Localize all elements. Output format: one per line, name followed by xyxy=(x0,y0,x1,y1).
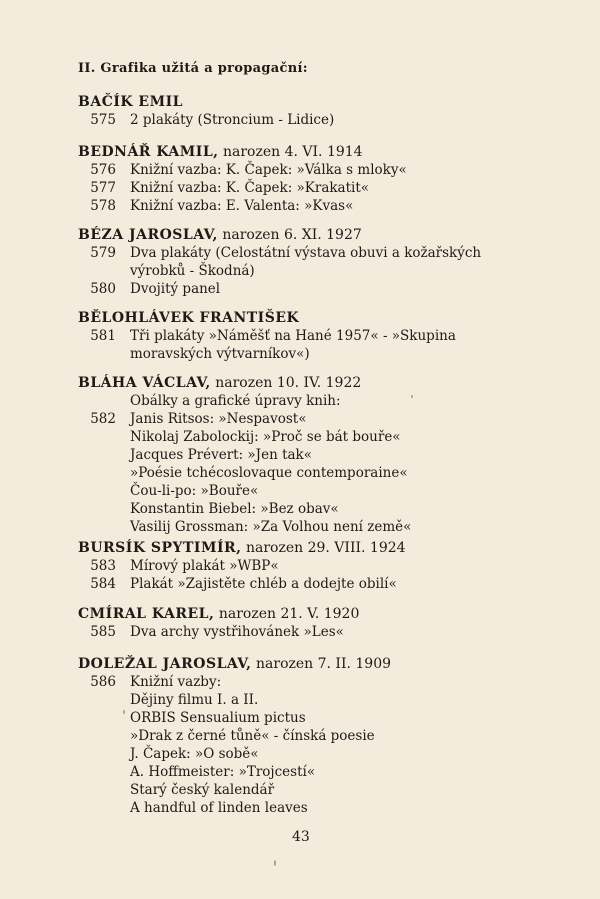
catalog-number: 578 xyxy=(90,198,116,214)
catalog-text: Knižní vazby: xyxy=(130,674,222,690)
catalog-number xyxy=(78,518,130,536)
catalog-number: 579 xyxy=(90,245,116,261)
catalog-text: Janis Ritsos: »Nespavost« xyxy=(130,411,307,427)
catalog-row xyxy=(78,464,548,482)
artist-name: BEDNÁŘ KAMIL, xyxy=(78,144,219,160)
catalog-row xyxy=(78,745,548,763)
catalog-number xyxy=(78,262,130,280)
artist-heading xyxy=(78,539,548,557)
artist-entry-bursik xyxy=(78,539,548,593)
catalog-text: Tři plakáty »Náměšť na Hané 1957« - »Skupina xyxy=(130,328,456,344)
catalog-number xyxy=(78,428,130,446)
artist-name: BURSÍK SPYTIMÍR, xyxy=(78,540,242,556)
artist-entry-cmiral xyxy=(78,605,548,641)
catalog-text: Vasilij Grossman: »Za Volhou není země« xyxy=(130,519,412,535)
artist-heading xyxy=(78,93,548,111)
artist-birth: narozen 4. VI. 1914 xyxy=(223,144,363,160)
page-number: 43 xyxy=(292,829,310,845)
catalog-number: 585 xyxy=(90,624,116,640)
artist-name: CMÍRAL KAREL, xyxy=(78,606,215,622)
catalog-row xyxy=(78,197,548,215)
catalog-row xyxy=(78,345,548,363)
artist-name: BLÁHA VÁCLAV, xyxy=(78,375,211,391)
catalog-row xyxy=(78,575,548,593)
catalog-text: A. Hoffmeister: »Trojcestí« xyxy=(130,764,316,780)
artist-heading xyxy=(78,226,548,244)
catalog-row xyxy=(78,428,548,446)
paper-speck xyxy=(123,710,125,714)
artist-heading xyxy=(78,309,548,327)
catalog-row xyxy=(78,727,548,745)
catalog-number: 575 xyxy=(90,112,116,128)
catalog-text: J. Čapek: »O sobě« xyxy=(130,746,259,762)
catalog-row xyxy=(78,244,548,262)
section-heading: II. Grafika užitá a propagační: xyxy=(78,61,308,76)
artist-heading xyxy=(78,655,548,673)
catalog-text: Čou-li-po: »Bouře« xyxy=(130,483,259,499)
artist-entry-dolezal xyxy=(78,655,548,817)
artist-name: BÉZA JAROSLAV, xyxy=(78,227,218,243)
artist-entry-belohlavek xyxy=(78,309,548,363)
paper-speck xyxy=(411,395,413,398)
paper-speck xyxy=(274,860,276,866)
catalog-row xyxy=(78,482,548,500)
catalog-number xyxy=(78,482,130,500)
catalog-number: 583 xyxy=(90,558,116,574)
catalog-text: Dvojitý panel xyxy=(130,281,221,297)
artist-entry-bednar xyxy=(78,143,548,215)
catalog-row xyxy=(78,518,548,536)
catalog-row xyxy=(78,673,548,691)
catalog-number xyxy=(78,464,130,482)
catalog-row xyxy=(78,799,548,817)
catalog-number xyxy=(78,781,130,799)
artist-name: BAČÍK EMIL xyxy=(78,94,183,110)
catalog-number xyxy=(78,799,130,817)
catalog-number xyxy=(78,345,130,363)
catalog-row xyxy=(78,623,548,641)
catalog-number: 586 xyxy=(90,674,116,690)
catalog-text: Obálky a grafické úpravy knih: xyxy=(130,393,341,409)
artist-birth: narozen 29. VIII. 1924 xyxy=(245,540,406,556)
catalog-text: Plakát »Zajistěte chléb a dodejte obilí« xyxy=(130,576,397,592)
catalog-row xyxy=(78,557,548,575)
artist-entry-bacik xyxy=(78,93,548,129)
catalog-row xyxy=(78,781,548,799)
catalog-text: ORBIS Sensualium pictus xyxy=(130,710,306,726)
artist-heading xyxy=(78,374,548,392)
catalog-number xyxy=(78,392,130,410)
catalog-number xyxy=(78,763,130,781)
catalog-number xyxy=(78,745,130,763)
catalog-text: Knižní vazba: K. Čapek: »Krakatit« xyxy=(130,180,370,196)
catalog-text: »Poésie tchécoslovaque contemporaine« xyxy=(130,465,408,481)
catalog-text: Knižní vazba: K. Čapek: »Válka s mloky« xyxy=(130,162,407,178)
catalog-text: Knižní vazba: E. Valenta: »Kvas« xyxy=(130,198,354,214)
catalog-text: Dva archy vystřihovánek »Les« xyxy=(130,624,344,640)
catalog-number xyxy=(78,691,130,709)
artist-birth: narozen 7. II. 1909 xyxy=(256,656,392,672)
artist-entry-beza xyxy=(78,226,548,298)
catalog-text: Mírový plakát »WBP« xyxy=(130,558,279,574)
catalog-row xyxy=(78,392,548,410)
catalog-text: Dějiny filmu I. a II. xyxy=(130,692,259,708)
catalog-number xyxy=(78,727,130,745)
catalog-row xyxy=(78,410,548,428)
catalog-number: 582 xyxy=(90,411,116,427)
artist-birth: narozen 10. IV. 1922 xyxy=(215,375,362,391)
catalog-row xyxy=(78,262,548,280)
catalog-number: 576 xyxy=(90,162,116,178)
catalog-text: Nikolaj Zabolockij: »Proč se bát bouře« xyxy=(130,429,401,445)
catalog-row xyxy=(78,161,548,179)
catalog-text: 2 plakáty (Stroncium - Lidice) xyxy=(130,112,335,128)
catalog-row xyxy=(78,500,548,518)
artist-entry-blaha xyxy=(78,374,548,536)
catalog-number: 577 xyxy=(90,180,116,196)
catalog-text: Jacques Prévert: »Jen tak« xyxy=(130,447,312,463)
artist-birth: narozen 6. XI. 1927 xyxy=(222,227,362,243)
catalog-number: 580 xyxy=(90,281,116,297)
catalog-row xyxy=(78,280,548,298)
catalog-text: výrobků - Škodná) xyxy=(130,263,255,279)
catalog-text: Konstantin Biebel: »Bez obav« xyxy=(130,501,339,517)
catalog-number xyxy=(78,446,130,464)
catalog-row xyxy=(78,179,548,197)
artist-heading xyxy=(78,605,548,623)
catalog-row xyxy=(78,709,548,727)
catalog-number: 581 xyxy=(90,328,116,344)
artist-name: DOLEŽAL JAROSLAV, xyxy=(78,656,252,672)
catalog-text: Starý český kalendář xyxy=(130,782,275,798)
catalog-text: moravských výtvarníkov«) xyxy=(130,346,310,362)
artist-birth: narozen 21. V. 1920 xyxy=(218,606,360,622)
catalog-number: 584 xyxy=(90,576,116,592)
catalog-number xyxy=(78,500,130,518)
catalog-text: A handful of linden leaves xyxy=(130,800,308,816)
catalog-row xyxy=(78,327,548,345)
catalog-row xyxy=(78,763,548,781)
artist-heading xyxy=(78,143,548,161)
catalog-row xyxy=(78,691,548,709)
catalog-row xyxy=(78,446,548,464)
catalog-text: Dva plakáty (Celostátní výstava obuvi a kožařských xyxy=(130,245,482,261)
catalog-text: »Drak z černé tůně« - čínská poesie xyxy=(130,728,375,744)
catalog-row xyxy=(78,111,548,129)
artist-name: BĚLOHLÁVEK FRANTIŠEK xyxy=(78,310,300,326)
